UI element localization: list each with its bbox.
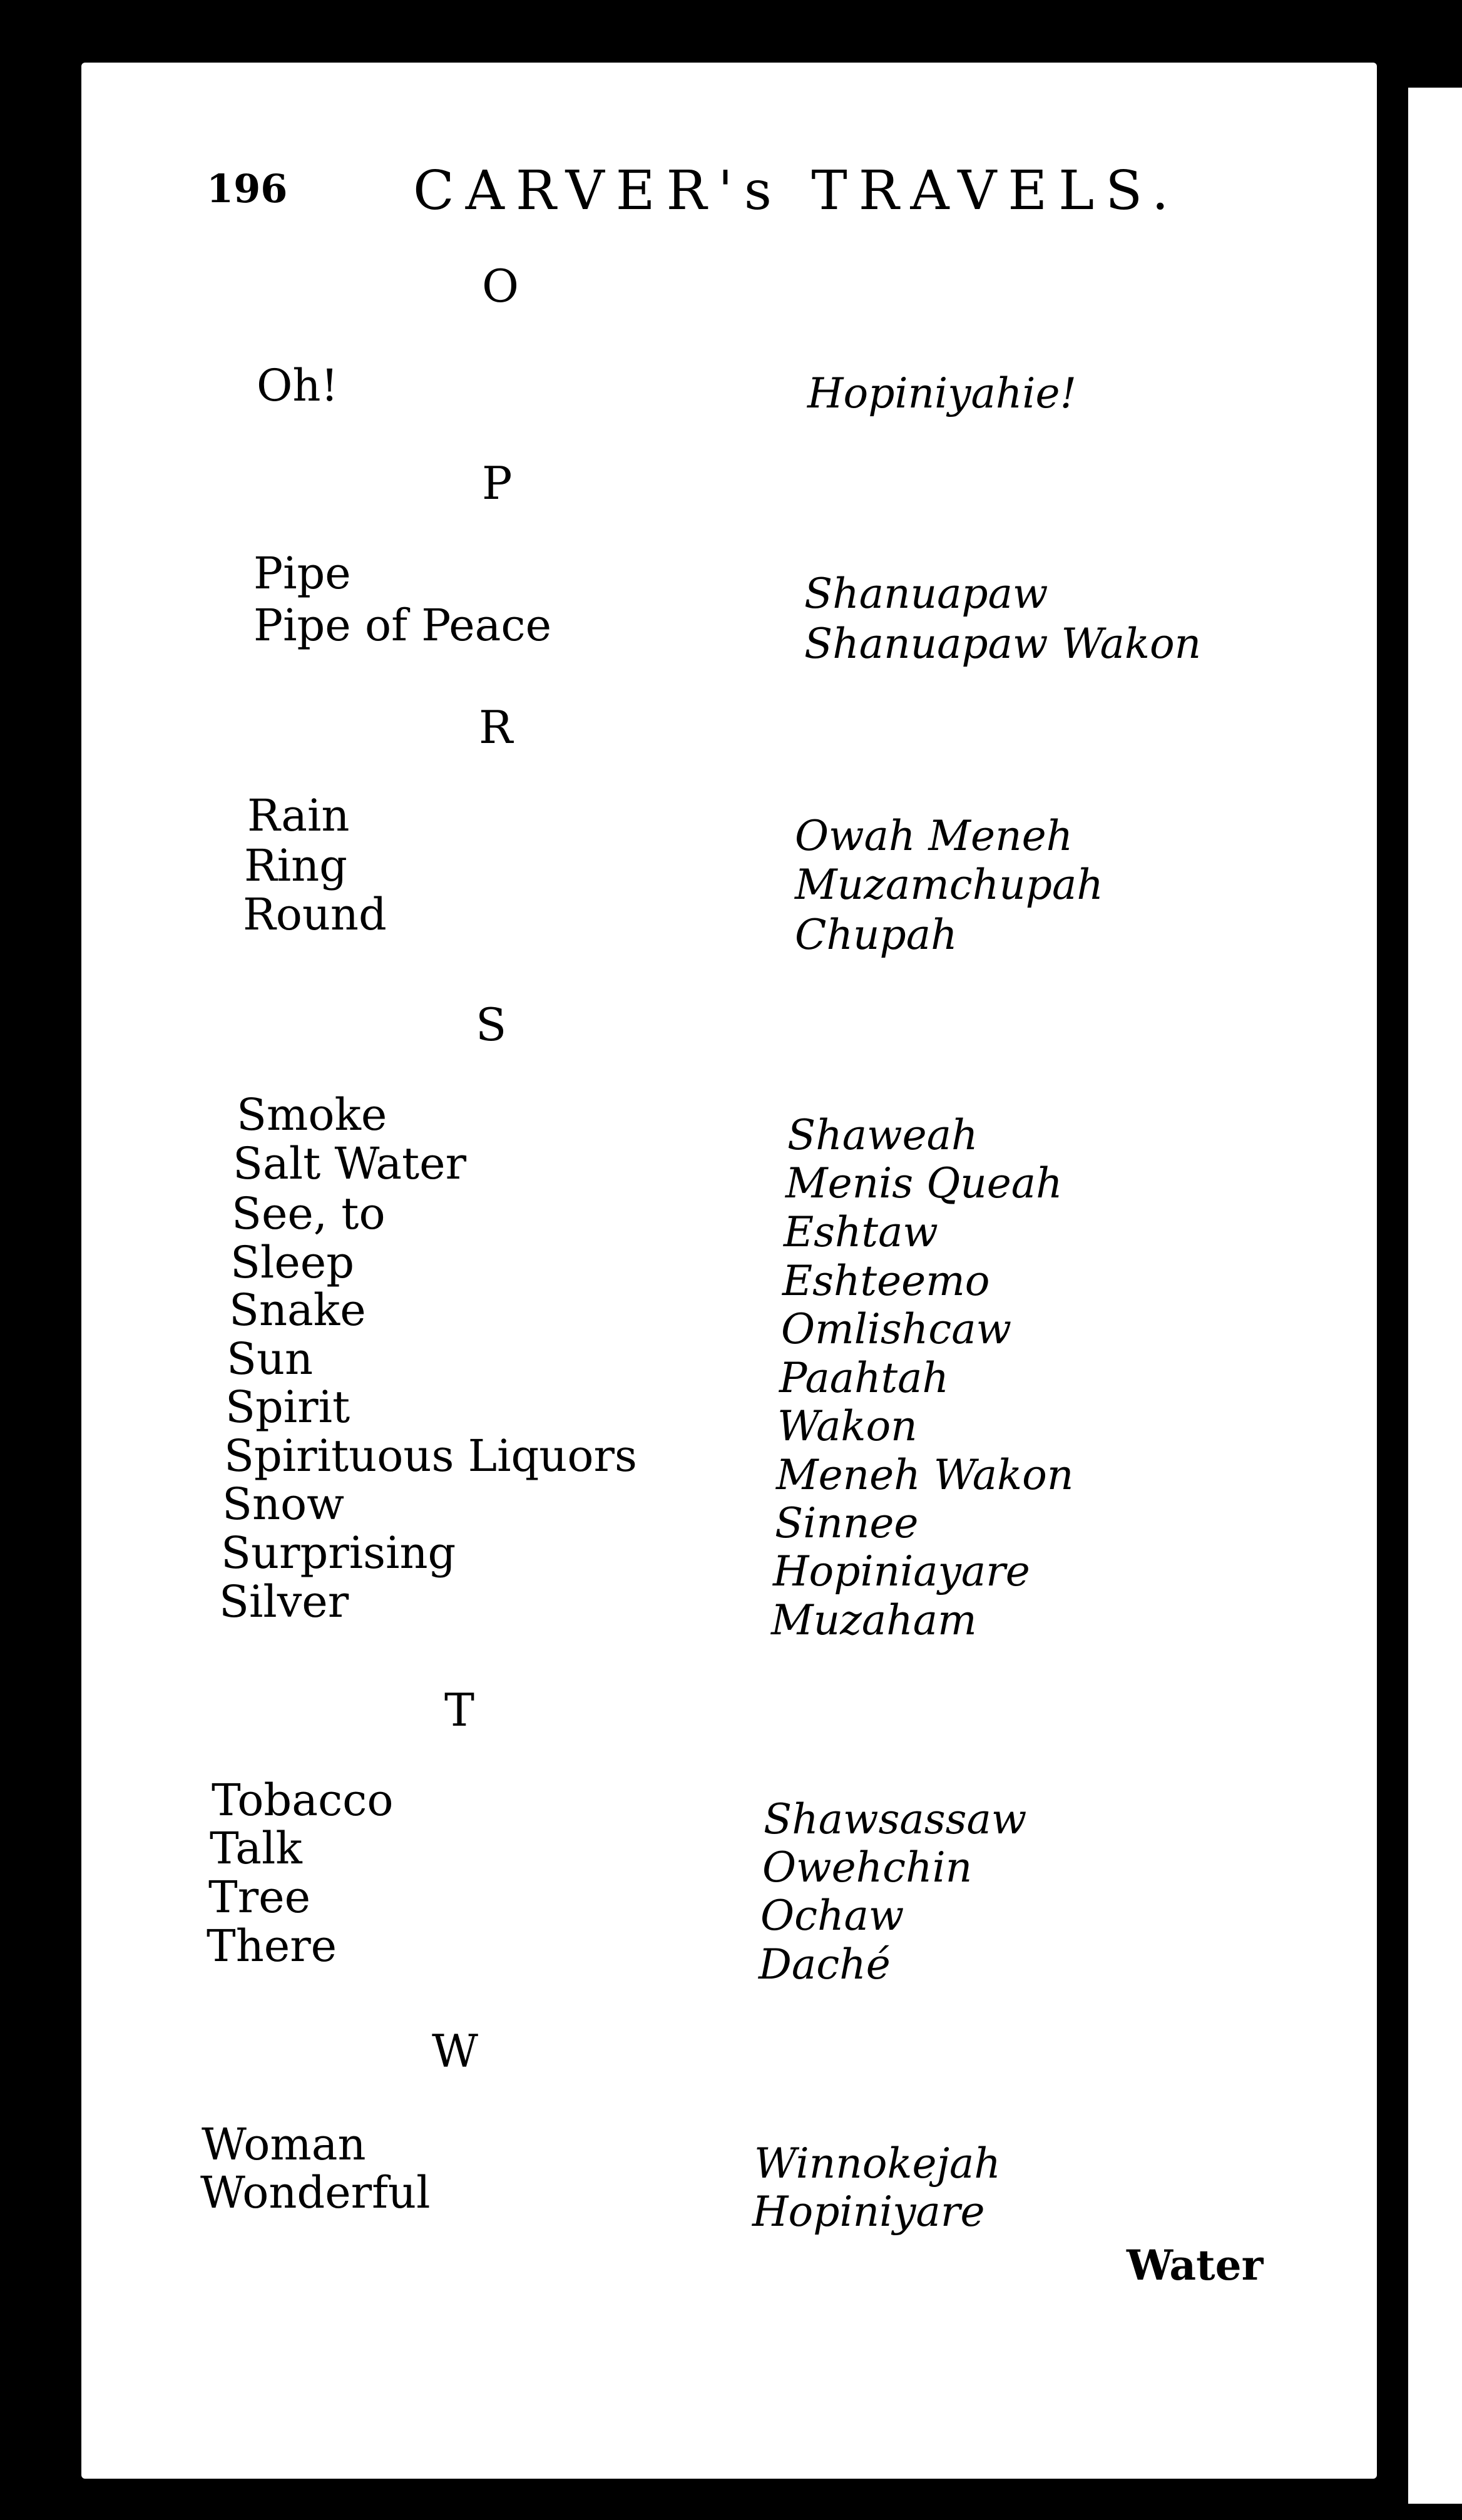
section-letter: S xyxy=(476,998,507,1051)
entry-english: Snake xyxy=(229,1284,366,1336)
section-letter: W xyxy=(432,2025,479,2077)
entry-translation: Shanuapaw Wakon xyxy=(804,620,1202,668)
entry-translation: Owehchin xyxy=(762,1843,973,1892)
entry-translation: Meneh Wakon xyxy=(776,1451,1074,1499)
entry-translation: Sinnee xyxy=(775,1499,919,1547)
entry-translation: Eshteemo xyxy=(782,1257,990,1305)
entry-translation: Hopiniayare xyxy=(773,1547,1030,1595)
entry-english: Surprising xyxy=(221,1527,456,1579)
entry-english: Woman xyxy=(202,2119,366,2170)
entry-translation: Paahtah xyxy=(779,1354,949,1402)
entry-translation: Muzaham xyxy=(771,1596,977,1644)
page-number: 196 xyxy=(207,166,288,212)
entry-translation: Daché xyxy=(759,1940,891,1989)
entry-english: Tree xyxy=(208,1872,311,1923)
entry-translation: Shanuapaw xyxy=(804,570,1048,618)
entry-english: Round xyxy=(243,889,387,940)
catchword: Water xyxy=(1127,2241,1264,2290)
entry-english: Spirituous Liquors xyxy=(224,1430,637,1482)
entry-translation: Eshtaw xyxy=(784,1208,938,1256)
entry-english: Sleep xyxy=(230,1237,355,1288)
entry-english: Talk xyxy=(210,1823,302,1874)
entry-english: Oh! xyxy=(257,360,339,411)
entry-english: Snow xyxy=(222,1478,345,1530)
entry-english: Sun xyxy=(227,1333,314,1385)
entry-english: Tobacco xyxy=(212,1775,394,1826)
entry-translation: Owah Meneh xyxy=(795,812,1073,860)
entry-translation: Chupah xyxy=(795,911,958,959)
entry-english: Silver xyxy=(219,1576,349,1627)
facing-page-edge xyxy=(1408,88,1462,2504)
entry-english: Smoke xyxy=(237,1089,387,1140)
entry-english: There xyxy=(207,1920,337,1972)
entry-english: Pipe of Peace xyxy=(253,600,552,651)
section-letter: O xyxy=(482,260,519,312)
section-letter: T xyxy=(444,1684,475,1736)
entry-translation: Shaweah xyxy=(787,1111,978,1159)
entry-translation: Hopiniyahie! xyxy=(807,369,1077,417)
entry-translation: Wakon xyxy=(777,1402,918,1450)
section-letter: R xyxy=(479,701,513,754)
entry-english: Ring xyxy=(244,840,347,891)
page-header xyxy=(207,160,1270,235)
entry-translation: Hopiniyare xyxy=(752,2188,985,2236)
entry-translation: Shawsassaw xyxy=(764,1795,1027,1843)
entry-english: See, to xyxy=(232,1188,386,1239)
entry-english: Salt Water xyxy=(233,1138,467,1189)
section-letter: P xyxy=(482,457,513,510)
running-head: CARVER's TRAVELS. xyxy=(413,160,1180,222)
entry-translation: Winnokejah xyxy=(754,2139,1001,2188)
entry-translation: Ochaw xyxy=(760,1892,904,1940)
entry-english: Pipe xyxy=(253,548,351,599)
entry-english: Wonderful xyxy=(200,2167,431,2218)
entry-translation: Omlishcaw xyxy=(781,1305,1012,1353)
entry-english: Rain xyxy=(247,790,350,841)
entry-english: Spirit xyxy=(225,1381,350,1433)
entry-translation: Menis Queah xyxy=(785,1159,1063,1207)
entry-translation: Muzamchupah xyxy=(795,861,1103,909)
